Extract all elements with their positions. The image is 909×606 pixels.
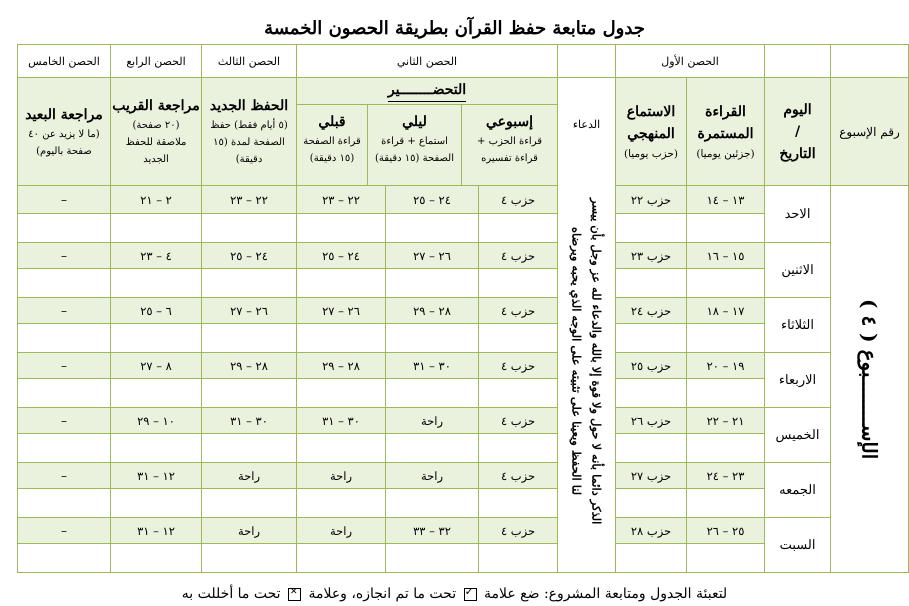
near-review-header <box>111 78 202 186</box>
nightly-cell: ٣٠ – ٣١ <box>386 353 479 379</box>
listening-cell: حزب ٢٥ <box>616 353 687 379</box>
tracking-table <box>17 44 909 573</box>
prayer-column <box>558 78 616 573</box>
cont-reading-label-1: القراءة <box>705 103 746 120</box>
reading-cell: ٢٥ – ٢٦ <box>687 518 765 544</box>
listening-cell: حزب ٢٣ <box>616 243 687 269</box>
check-cell[interactable] <box>202 214 297 243</box>
check-cell[interactable] <box>297 489 386 518</box>
nightly-header <box>367 105 461 185</box>
check-cell[interactable] <box>297 544 386 573</box>
weekly-cell: حزب ٤ <box>479 186 558 214</box>
near-cell: ٦ – ٢٥ <box>111 298 202 324</box>
check-cell[interactable] <box>297 379 386 408</box>
far-review-header <box>18 78 111 186</box>
check-cell[interactable] <box>111 269 202 298</box>
footer-text-2: تحت ما تم انجازه، وعلامة <box>308 586 457 602</box>
listening-cell: حزب ٢٦ <box>616 408 687 434</box>
far-cell: – <box>18 186 111 214</box>
listening-cell: حزب ٢٤ <box>616 298 687 324</box>
nightly-cell: ٢٦ – ٢٧ <box>386 243 479 269</box>
nightly-cell: ٢٤ – ٢٥ <box>386 186 479 214</box>
page-title: جدول متابعة حفظ القرآن بطريقة الحصون الخمسة <box>264 18 645 39</box>
check-cell[interactable] <box>202 269 297 298</box>
check-cell[interactable] <box>616 544 687 573</box>
pre-cell: ٢٦ – ٢٧ <box>297 298 386 324</box>
fort-fourth-header: الحصن الرابع <box>111 45 202 78</box>
reading-cell: ٢١ – ٢٢ <box>687 408 765 434</box>
fort-second-header: الحصن الثاني <box>297 45 558 78</box>
weekly-cell: حزب ٤ <box>479 518 558 544</box>
listening-cell: حزب ٢٨ <box>616 518 687 544</box>
weekly-cell: حزب ٤ <box>479 463 558 489</box>
near-cell: ٤ – ٢٣ <box>111 243 202 269</box>
reading-cell: ١٩ – ٢٠ <box>687 353 765 379</box>
check-cell[interactable] <box>479 269 558 298</box>
reading-cell: ١٣ – ١٤ <box>687 186 765 214</box>
reading-cell: ١٥ – ١٦ <box>687 243 765 269</box>
check-cell[interactable] <box>616 214 687 243</box>
far-cell: – <box>18 298 111 324</box>
check-cell[interactable] <box>479 324 558 353</box>
preparation-header <box>297 78 558 186</box>
weekly-label: إسبوعي <box>485 114 534 130</box>
day-cell: السبت <box>765 518 831 573</box>
nightly-label: ليلي <box>402 114 427 130</box>
near-cell: ٢ – ٢١ <box>111 186 202 214</box>
check-cell[interactable] <box>386 379 479 408</box>
check-cell[interactable] <box>479 434 558 463</box>
near-cell: ١٠ – ٢٩ <box>111 408 202 434</box>
check-cell[interactable] <box>479 214 558 243</box>
check-cell[interactable] <box>687 324 765 353</box>
check-cell[interactable] <box>18 379 111 408</box>
check-cell[interactable] <box>386 214 479 243</box>
weekly-cell: حزب ٤ <box>479 298 558 324</box>
listening-label-2: المنهجي <box>627 125 675 142</box>
fort-first-header: الحصن الأول <box>616 45 765 78</box>
preparation-label: التحضــــــــير <box>388 79 466 102</box>
check-cell[interactable] <box>687 489 765 518</box>
week-number-header <box>831 78 909 186</box>
week-column <box>831 186 909 573</box>
far-cell: – <box>18 463 111 489</box>
listening-cell: حزب ٢٢ <box>616 186 687 214</box>
new-memo-label: الحفظ الجديد <box>209 98 289 114</box>
day-cell: الاحد <box>765 186 831 243</box>
check-cell[interactable] <box>687 379 765 408</box>
check-cell[interactable] <box>18 434 111 463</box>
weekly-header <box>461 105 557 185</box>
continuous-reading-header <box>687 78 765 186</box>
day-cell: الخميس <box>765 408 831 463</box>
check-cell[interactable] <box>202 324 297 353</box>
far-cell: – <box>18 518 111 544</box>
day-cell: الاربعاء <box>765 353 831 408</box>
new-cell: راحة <box>202 463 297 489</box>
check-cell[interactable] <box>111 434 202 463</box>
check-cell[interactable] <box>18 324 111 353</box>
prayer-text: الذكر دائما بأنه لا حول ولا قوة إلا بالله والدعاء لله عز وجل بأن ييسر لنا الحفظ ويعينا على تثبيته على الوجه الذي يحبه ويرضاه <box>569 197 604 525</box>
check-cell[interactable] <box>18 489 111 518</box>
check-cell[interactable] <box>202 434 297 463</box>
listening-sub: (حزب يوميا) <box>623 147 679 160</box>
weekly-sub: قراءة الحزب + قراءة تفسيره <box>477 136 542 164</box>
week-number-header-top <box>831 45 909 78</box>
check-cell[interactable] <box>111 544 202 573</box>
pre-label: قبلي <box>318 114 346 130</box>
near-review-sub: (٢٠ صفحة) ملاصقة للحفظ الجديد <box>125 120 187 165</box>
pre-header <box>297 105 367 185</box>
far-cell: – <box>18 353 111 379</box>
pre-cell: ٢٤ – ٢٥ <box>297 243 386 269</box>
check-cell[interactable] <box>687 544 765 573</box>
check-cell[interactable] <box>297 214 386 243</box>
new-cell: راحة <box>202 518 297 544</box>
nightly-cell: راحة <box>386 408 479 434</box>
check-cell[interactable] <box>386 269 479 298</box>
check-cell[interactable] <box>111 324 202 353</box>
date-label: التاريخ <box>779 145 816 162</box>
day-cell: الثلاثاء <box>765 298 831 353</box>
near-cell: ١٢ – ٣١ <box>111 518 202 544</box>
far-cell: – <box>18 408 111 434</box>
cont-reading-label-2: المستمرة <box>697 125 754 142</box>
new-cell: ٢٦ – ٢٧ <box>202 298 297 324</box>
far-review-sub: (ما لا يزيد عن ٤٠ صفحة باليوم) <box>28 128 100 157</box>
method-listening-header <box>616 78 687 186</box>
pre-sub: قراءة الصفحة (١٥ دقيقة) <box>303 136 361 164</box>
far-review-label: مراجعة البعيد <box>25 106 103 123</box>
pre-cell: ٢٢ – ٢٣ <box>297 186 386 214</box>
nightly-cell: ٢٨ – ٢٩ <box>386 298 479 324</box>
check-cell[interactable] <box>386 544 479 573</box>
weekly-cell: حزب ٤ <box>479 243 558 269</box>
check-cell[interactable] <box>18 544 111 573</box>
near-cell: ٨ – ٢٧ <box>111 353 202 379</box>
fort-third-header: الحصن الثالث <box>202 45 297 78</box>
check-cell[interactable] <box>297 269 386 298</box>
check-cell[interactable] <box>616 379 687 408</box>
check-cell[interactable] <box>202 489 297 518</box>
footer-instructions <box>0 586 909 602</box>
check-cell[interactable] <box>18 214 111 243</box>
new-cell: ٢٤ – ٢٥ <box>202 243 297 269</box>
nightly-cell: راحة <box>386 463 479 489</box>
pre-cell: راحة <box>297 518 386 544</box>
cross-mark-icon <box>288 588 301 601</box>
day-cell: الاثنين <box>765 243 831 298</box>
reading-cell: ١٧ – ١٨ <box>687 298 765 324</box>
pre-cell: ٢٨ – ٢٩ <box>297 353 386 379</box>
check-cell[interactable] <box>687 434 765 463</box>
cont-reading-sub: (جزئين يوميا) <box>696 147 755 160</box>
check-cell[interactable] <box>111 379 202 408</box>
near-cell: ١٢ – ٣١ <box>111 463 202 489</box>
weekly-cell: حزب ٤ <box>479 408 558 434</box>
check-cell[interactable] <box>18 269 111 298</box>
slash-label: / <box>794 123 801 140</box>
check-cell[interactable] <box>111 214 202 243</box>
prayer-label: الدعاء <box>572 118 601 131</box>
nightly-cell: ٣٢ – ٣٣ <box>386 518 479 544</box>
far-cell: – <box>18 243 111 269</box>
check-cell[interactable] <box>616 269 687 298</box>
nightly-sub: استماع + قراءة الصفحة (١٥ دقيقة) <box>375 136 454 164</box>
prayer-header-top <box>558 45 616 78</box>
check-cell[interactable] <box>202 544 297 573</box>
new-cell: ٢٨ – ٢٩ <box>202 353 297 379</box>
check-cell[interactable] <box>616 324 687 353</box>
check-cell[interactable] <box>202 379 297 408</box>
listening-cell: حزب ٢٧ <box>616 463 687 489</box>
check-cell[interactable] <box>616 434 687 463</box>
check-cell[interactable] <box>297 434 386 463</box>
check-cell[interactable] <box>687 214 765 243</box>
reading-cell: ٢٣ – ٢٤ <box>687 463 765 489</box>
day-label: اليوم <box>783 101 812 118</box>
check-cell[interactable] <box>687 269 765 298</box>
check-cell[interactable] <box>479 489 558 518</box>
new-memo-sub: (٥ أيام فقط) حفظ الصفحة لمدة (١٥ دقيقة) <box>210 120 288 165</box>
check-cell[interactable] <box>386 324 479 353</box>
new-memorization-header <box>202 78 297 186</box>
week-label: الإســــــــبوع ( ٤ ) <box>857 298 882 460</box>
new-cell: ٢٢ – ٢٣ <box>202 186 297 214</box>
fort-fifth-header: الحصن الخامس <box>18 45 111 78</box>
check-cell[interactable] <box>111 489 202 518</box>
listening-label-1: الاستماع <box>626 103 676 120</box>
check-cell[interactable] <box>479 379 558 408</box>
check-cell[interactable] <box>386 489 479 518</box>
new-cell: ٣٠ – ٣١ <box>202 408 297 434</box>
footer-text-3: تحت ما أخللت به <box>181 586 281 602</box>
footer-text-1: لتعبئة الجدول ومتابعة المشروع: ضع علامة <box>484 586 728 602</box>
check-mark-icon <box>464 588 477 601</box>
check-cell[interactable] <box>386 434 479 463</box>
near-review-label: مراجعة القريب <box>112 98 200 114</box>
day-date-header <box>765 78 831 186</box>
week-number-label: رقم الإسبوع <box>839 124 900 139</box>
check-cell[interactable] <box>616 489 687 518</box>
check-cell[interactable] <box>479 544 558 573</box>
pre-cell: ٣٠ – ٣١ <box>297 408 386 434</box>
day-header-top <box>765 45 831 78</box>
pre-cell: راحة <box>297 463 386 489</box>
weekly-cell: حزب ٤ <box>479 353 558 379</box>
day-cell: الجمعه <box>765 463 831 518</box>
check-cell[interactable] <box>297 324 386 353</box>
